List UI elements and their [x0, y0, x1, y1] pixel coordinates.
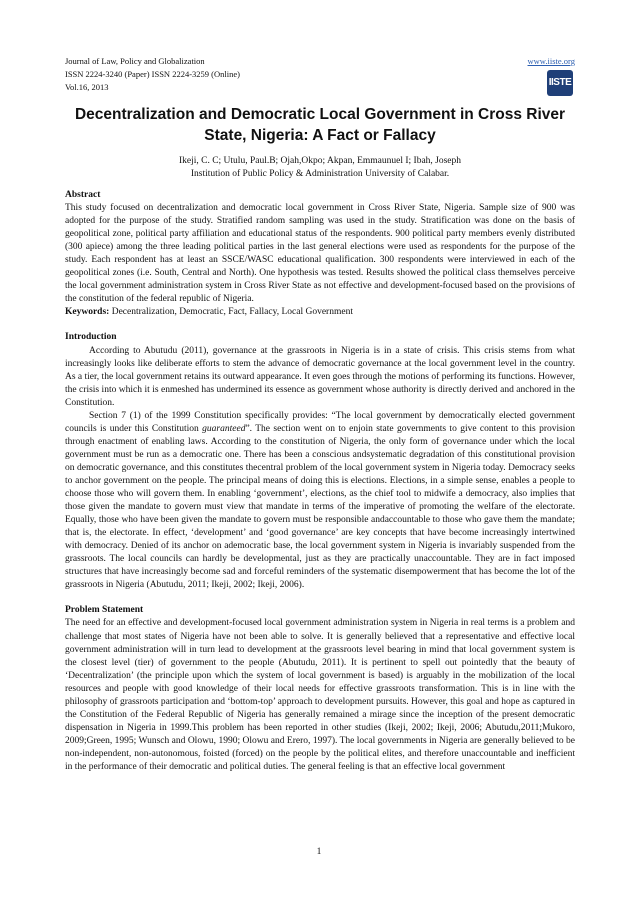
keywords-line [65, 306, 575, 319]
journal-issn: ISSN 2224-3240 (Paper) ISSN 2224-3259 (Online) [65, 69, 240, 79]
paper-title: Decentralization and Democratic Local Government in Cross River State, Nigeria: A Fact or Fallacy [74, 106, 566, 144]
introduction-emphasis: guaranteed [202, 423, 246, 434]
keywords-label: Keywords: [65, 307, 110, 318]
keywords-text: Decentralization, Democratic, Fact, Fallacy, Local Government [111, 307, 353, 318]
introduction-paragraph-1: According to Abutudu (2011), governance at the grassroots in Nigeria is in a state of crisis. This crisis stems from what increasingly looks like deliberate efforts to stem the advance of democratic governance at the local government level in the country. As a tier, the local government retains its outward appearance. It even goes through the motions of performing its functions. However, the crisis into which it is enmeshed has undermined its essence as government whose authority is directly derived and anchored in the Constitution. [65, 345, 575, 408]
abstract-heading: Abstract [65, 190, 101, 200]
paper-body [65, 189, 575, 774]
author-list: Ikeji, C. C; Utulu, Paul.B; Ojah,Okpo; Akpan, Emmaunuel I; Ibah, Joseph [178, 156, 462, 166]
journal-url-link[interactable]: www.iiste.org [527, 56, 575, 66]
introduction-paragraph-2-start: Section 7 (1) of the 1999 Constitution specifically provides: “The local government by democratically elected government councils is under this Constitution [65, 410, 575, 434]
journal-name: Journal of Law, Policy and Globalization [65, 56, 205, 66]
problem-statement-text: The need for an effective and development-focused local government administration system in Nigeria in real terms is a problem and challenge that most states of Nigeria have not been able to solve. It is generally believed that a representative and effective local government administration will in turn lead to development at the grassroots level bearing in mind that local government system is the closest level (tier) of government to the people (Abutudu, 2011). It is pertinent to spell out pointedly that the beauty of ‘Decentralization’ (the principle upon which the system of local government is based) is arguably in the mobilization of the local resources and people with good knowledge of their local needs for effective grassroots transformation. This is in line with the philosophy of grassroots participation and ‘bottom-top’ approach to development pursuits. However, this goal and hope as captured in the Constitution of the Federal Republic of Nigeria has generally remained a mirage since the inception of the present democratic dispensation in Nigeria in 1999.This problem has been reported in other studies (Ikeji, 2002; Ikeji, 2006; Abutudu,2011;Mukoro, 2009;Green, 1995; Wunsch and Olowu, 1990; Olowu and Erero, 1997). The local governments in Nigeria are generally believed to be non-independent, non-autonomous, foisted (forced) on the people by the political elites, and therefore unaccountable and inefficient in the performance of their democratic and political duties. The general feeling is that an effective local government [65, 618, 575, 772]
introduction-paragraph-2 [65, 410, 575, 593]
journal-header [65, 55, 575, 94]
page-number: 1 [316, 847, 322, 857]
introduction-paragraph-2-end: ”. The section went on to enjoin state governments to give content to this provision through enactment of enabling laws. According to the constitution of Nigeria, the only form of governance under which the local government must be run as a democratic one. There has been a conscious andsystematic degradation of this constitutional provision on democratic governance, and this constitutes thecentral problem of the local government system in Nigeria today. Democracy seeks to anchor government on the people. The principal means of doing this is elections. Elections, in a simple sense, enables a people to choose those who will govern them. In enabling ‘government’, elections, as the chief tool to midwife a democracy, also implies that those given the mandate to govern must view that mandate in terms of the imperative of promoting the welfare of the electorate. Equally, those who have been given the mandate to govern must be responsible andaccountable to those who gave them the mandate; that is, the electorate. In effect, ‘development’ and ‘good governance’ are key concepts that have become increasingly intertwined with democracy. Denied of its anchor on ademocratic base, the local government system in Nigeria is invariably suspended from the grassroots. The local councils can hardly be developmental, just as they are practically unaccountable. They are in fact imposed structures that have increasingly become sad and forceful reminders of the systematic disempowerment that has become the lot of the grassroots in Nigeria (Abutudu, 2011; Ikeji, 2002; Ikeji, 2006). [65, 423, 575, 591]
abstract-text: This study focused on decentralization and democratic local government in Cross River State, Nigeria. Sample size of 900 was adopted for the purpose of the study. Stratified random sampling was used in the study. Stratification was done on the basis of geopolitical zone, political party affiliation and educational status of the respondents. 900 political party members evenly distributed (300 apiece) among the three leading political parties in the last general elections were used as respondents for the purpose of the study. Each respondent has at least an SSCE/WASC educational qualification. 300 respondents were interviewed in each of the geopolitical zones (i.e. South, Central and North). One hypothesis was tested. Results showed the political class themselves perceive the local government administration system in Cross River State as not effective and development-focused based on the provisions of the constitution of the federal republic of Nigeria. [65, 203, 575, 305]
introduction-heading: Introduction [65, 332, 117, 343]
problem-statement-heading: Problem Statement [65, 605, 144, 616]
author-affiliation: Institution of Public Policy & Administration University of Calabar. [190, 169, 450, 179]
author-block [65, 155, 575, 181]
journal-volume: Vol.16, 2013 [65, 82, 109, 92]
iiste-logo: IISTE [547, 70, 573, 96]
